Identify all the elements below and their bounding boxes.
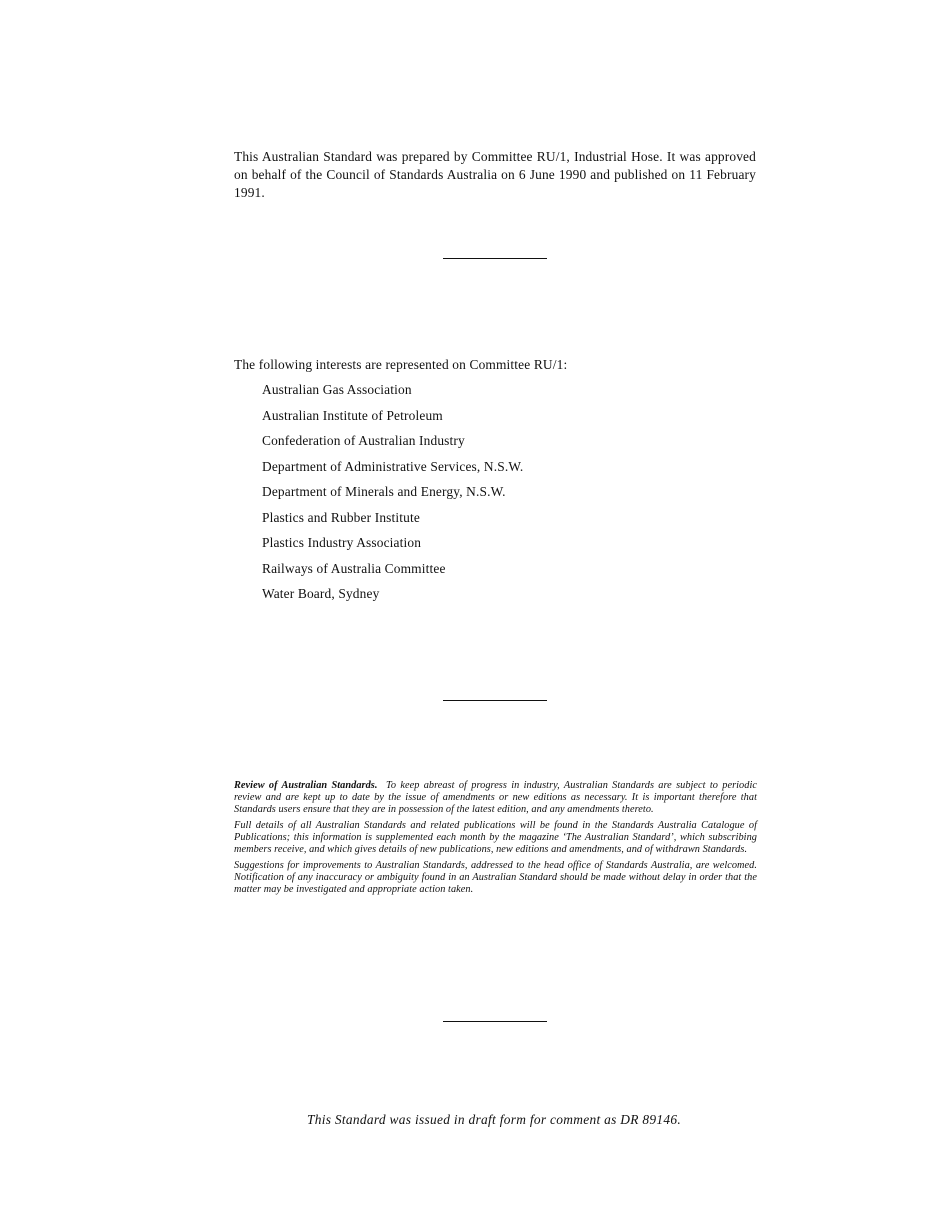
- interests-section: [234, 356, 756, 611]
- list-item: Plastics Industry Association: [262, 535, 422, 550]
- list-item: Department of Administrative Services, N.S.W.: [262, 458, 524, 474]
- review-paragraph: [234, 780, 757, 816]
- divider-rule: [443, 258, 547, 259]
- interests-heading: The following interests are represented on Committee RU/1:: [234, 357, 568, 372]
- list-item: Plastics and Rubber Institute: [262, 509, 420, 525]
- list-item: Australian Institute of Petroleum: [262, 407, 443, 423]
- list-item: Confederation of Australian Industry: [262, 433, 465, 448]
- review-notice: [234, 780, 757, 900]
- list-item: Railways of Australia Committee: [262, 560, 446, 576]
- divider-rule: [443, 700, 547, 701]
- list-item: Australian Gas Association: [262, 382, 412, 397]
- list-item: Department of Minerals and Energy, N.S.W.: [262, 484, 506, 499]
- interests-list: [234, 381, 756, 611]
- list-item: Water Board, Sydney: [262, 586, 380, 601]
- divider-rule: [443, 1021, 547, 1022]
- review-heading: Review of Australian Standards.: [234, 780, 378, 791]
- catalogue-paragraph: Full details of all Australian Standards and related publications will be found in the Standards Australia Catalogue of Publications; this information is supplemented each month by the magazine ‘The Australian Standard’, which subscribing members receive, and which gives details of new publications, new editions and amendments, and of withdrawn Standards.: [234, 820, 757, 855]
- draft-note: This Standard was issued in draft form for comment as DR 89146.: [306, 1112, 682, 1128]
- committee-statement: This Australian Standard was prepared by Committee RU/1, Industrial Hose. It was approved on behalf of the Council of Standards Australia on 6 June 1990 and published on 11 February 1991.: [234, 149, 756, 201]
- review-text: To keep abreast of progress in industry, Australian Standards are subject to periodic review and are kept up to date by the issue of amendments or new editions as necessary. It is important therefore that Standards users ensure that they are in possession of the latest edition, and any amendments thereto.: [234, 780, 757, 815]
- suggestions-paragraph: Suggestions for improvements to Australian Standards, addressed to the head office of Standards Australia, are welcomed. Notification of any inaccuracy or ambiguity found in an Australian Standard should be made without delay in order that the matter may be investigated and appropriate action taken.: [234, 860, 757, 895]
